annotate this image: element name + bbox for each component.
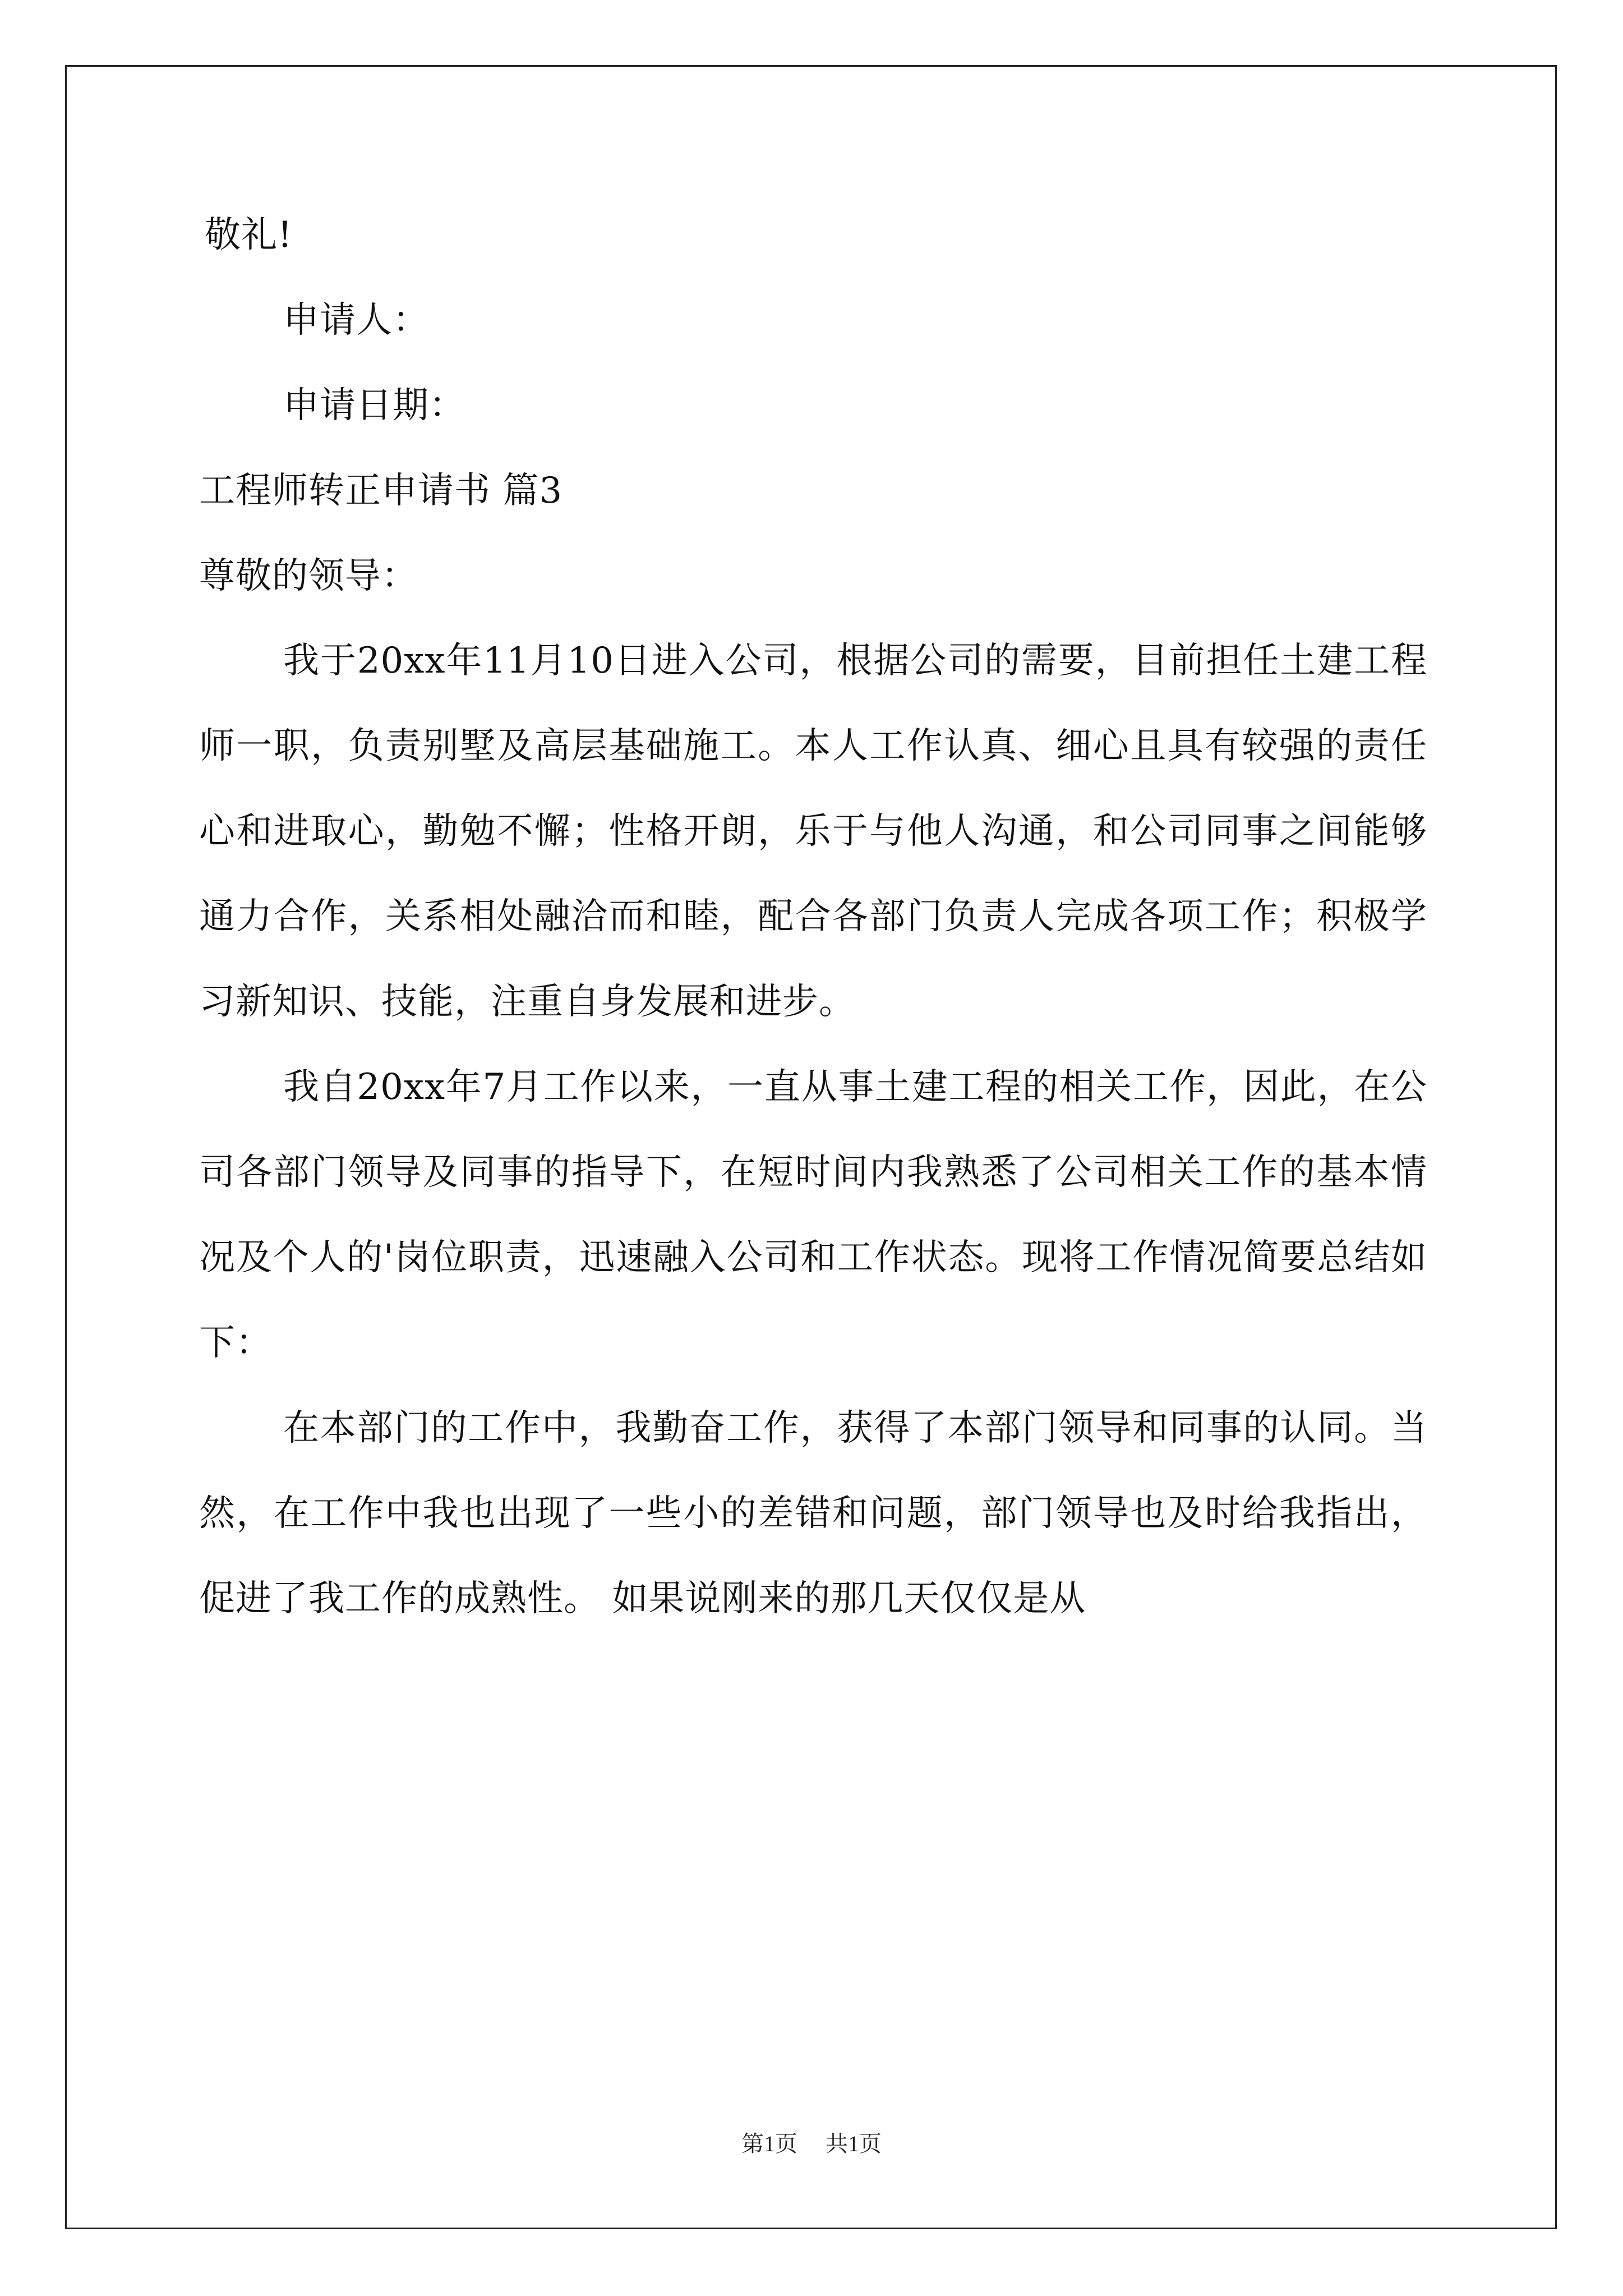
paragraph-1: 我于20xx年11月10日进入公司，根据公司的需要，目前担任土建工程师一职，负责别墅及高层基础施工。本人工作认真、细心且具有较强的责任心和进取心，勤勉不懈；性格开朗，乐于与他人沟通，和公司同事之间能够通力合作，关系相处融洽而和睦，配合各部门负责人完成各项工作；积极学习新知识、技能，注重自身发展和进步。 — [199, 640, 1427, 1023]
page-total: 共1页 — [826, 2131, 882, 2156]
paragraph-3: 在本部门的工作中，我勤奋工作，获得了本部门领导和同事的认同。当然，在工作中我也出现了一些小的差错和问题，部门领导也及时给我指出，促进了我工作的成熟性。 如果说刚来的那几天仅仅是从 — [199, 1407, 1427, 1619]
page-footer — [0, 2126, 1623, 2158]
paragraph-2: 我自20xx年7月工作以来，一直从事土建工程的相关工作，因此，在公司各部门领导及同事的指导下，在短时间内我熟悉了公司相关工作的基本情况及个人的'岗位职责，迅速融入公司和工作状态。现将工作情况简要总结如下： — [199, 1066, 1427, 1364]
closing-line: 敬礼! — [205, 214, 293, 256]
section-title: 工程师转正申请书 篇3 — [199, 470, 563, 512]
page-number: 第1页 — [741, 2131, 797, 2156]
applicant-label: 申请人： — [283, 300, 429, 341]
date-label: 申请日期： — [283, 385, 465, 426]
salutation: 尊敬的领导： — [199, 555, 418, 597]
